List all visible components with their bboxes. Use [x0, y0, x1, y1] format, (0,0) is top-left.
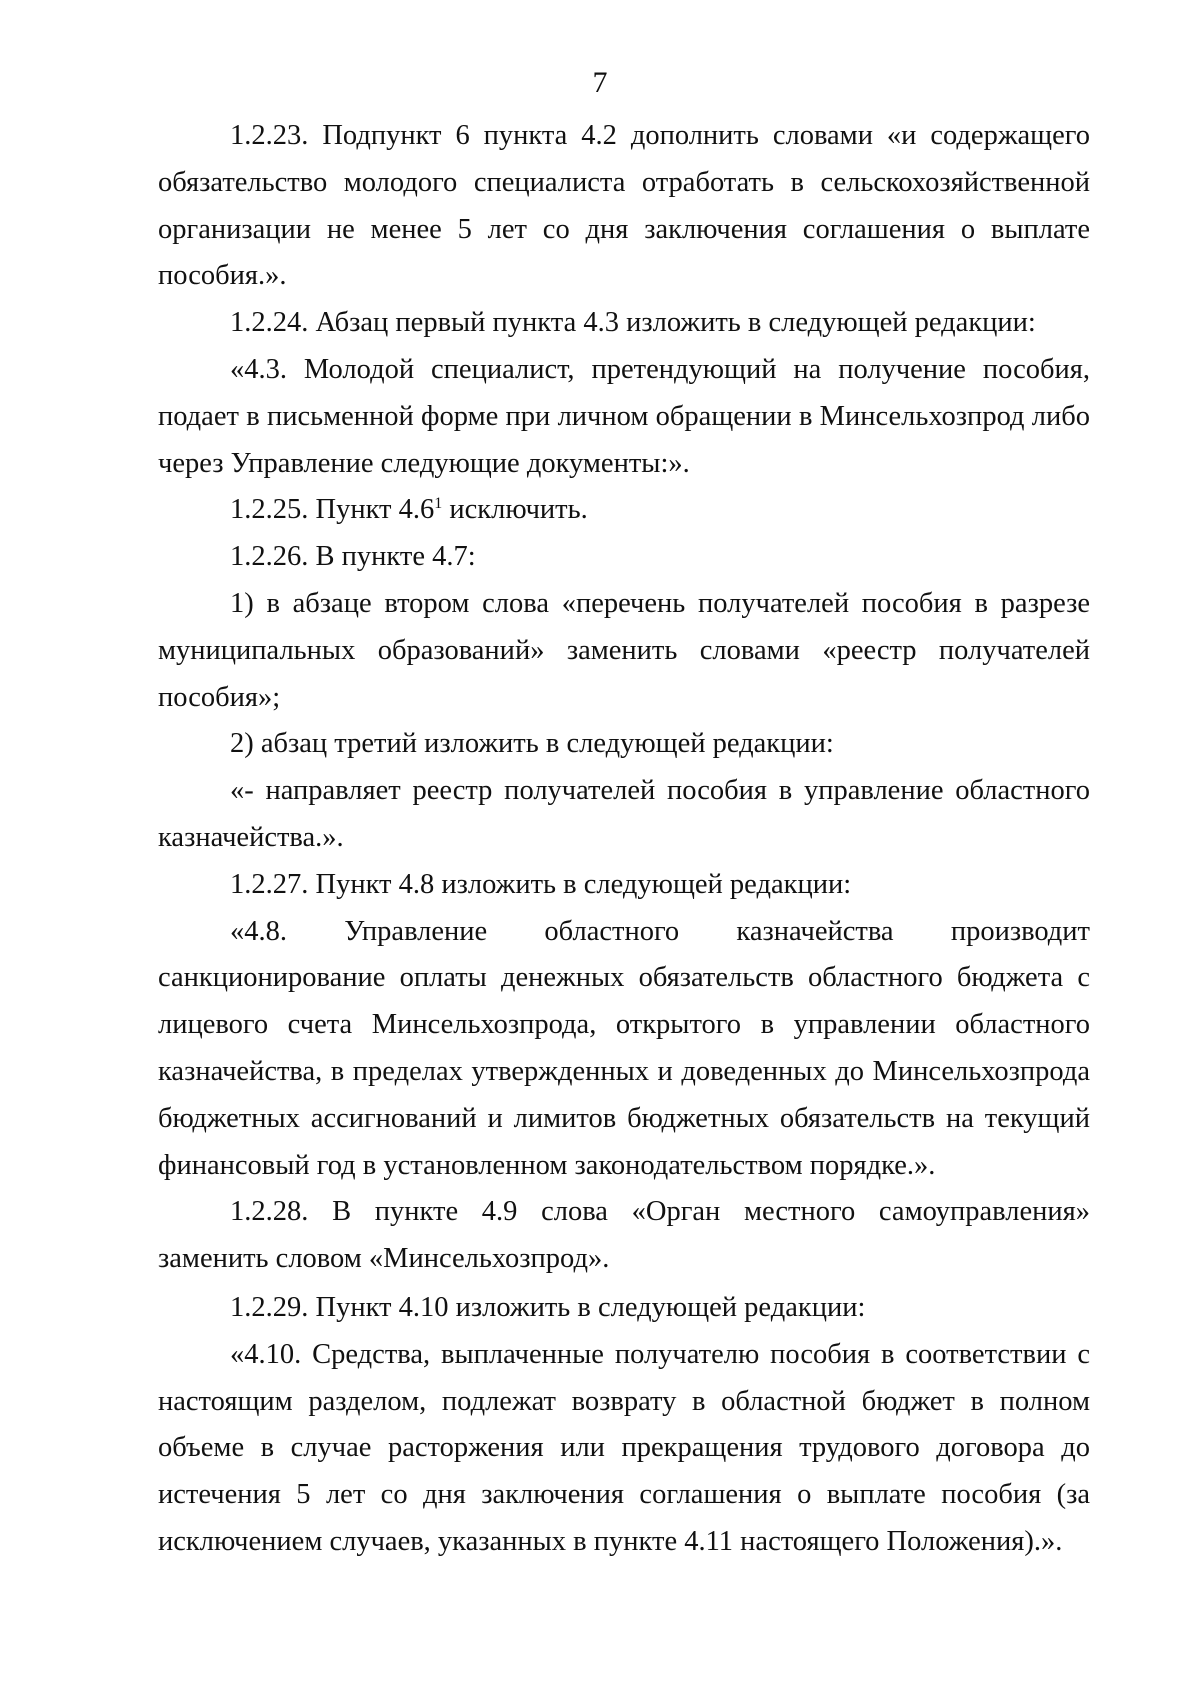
superscript-marker: 1	[434, 495, 443, 513]
paragraph-1-2-23: 1.2.23. Подпункт 6 пункта 4.2 дополнить словами «и содержащего обязательство молодого специалиста отработать в сельскохозяйственной организации не менее 5 лет со дня заключения соглашения о выплате пособия.».	[158, 120, 1090, 292]
paragraph-item-1: 1) в абзаце втором слова «перечень получателей пособия в разрезе муниципальных образований» заменить словами «реестр получателей пособия»;	[158, 587, 1090, 713]
paragraph-1-2-29: 1.2.29. Пункт 4.10 изложить в следующей редакции:	[230, 1291, 866, 1323]
page-number: 7	[592, 66, 608, 99]
paragraph-1-2-25-tail: исключить.	[442, 494, 588, 526]
paragraph-1-2-26: 1.2.26. В пункте 4.7:	[230, 541, 476, 573]
document-body	[158, 113, 1090, 1566]
paragraph-quote-4-3: «4.3. Молодой специалист, претендующий на получение пособия, подает в письменной форме при личном обращении в Минсельхозпрод либо через Управление следующие документы:».	[158, 353, 1090, 479]
paragraph-1-2-27: 1.2.27. Пункт 4.8 изложить в следующей редакции:	[230, 868, 852, 900]
paragraph-1-2-25	[158, 487, 1090, 534]
paragraph-quote-4-8: «4.8. Управление областного казначейства производит санкционирование оплаты денежных обязательств областного бюджета с лицевого счета Минсельхозпрода, открытого в управлении областного казначейства, в пределах утвержденных и доведенных до Минсельхозпрода бюджетных ассигнований и лимитов бюджетных обязательств на текущий финансовый год в установленном законодательством порядке.».	[158, 915, 1090, 1181]
paragraph-1-2-28: 1.2.28. В пункте 4.9 слова «Орган местного самоуправления» заменить словом «Минсельхозпрод».	[158, 1196, 1090, 1275]
paragraph-item-2: 2) абзац третий изложить в следующей редакции:	[230, 728, 834, 760]
paragraph-1-2-24: 1.2.24. Абзац первый пункта 4.3 изложить в следующей редакции:	[230, 307, 1036, 339]
paragraph-1-2-25-text: 1.2.25. Пункт 4.6	[230, 494, 435, 526]
paragraph-quote-directs-registry: «- направляет реестр получателей пособия в управление областного казначейства.».	[158, 775, 1090, 853]
paragraph-quote-4-10: «4.10. Средства, выплаченные получателю пособия в соответствии с настоящим разделом, подлежат возврату в областной бюджет в полном объеме в случае расторжения или прекращения трудового договора до истечения 5 лет со дня заключения соглашения о выплате пособия (за исключением случаев, указанных в пункте 4.11 настоящего Положения).».	[158, 1338, 1090, 1557]
